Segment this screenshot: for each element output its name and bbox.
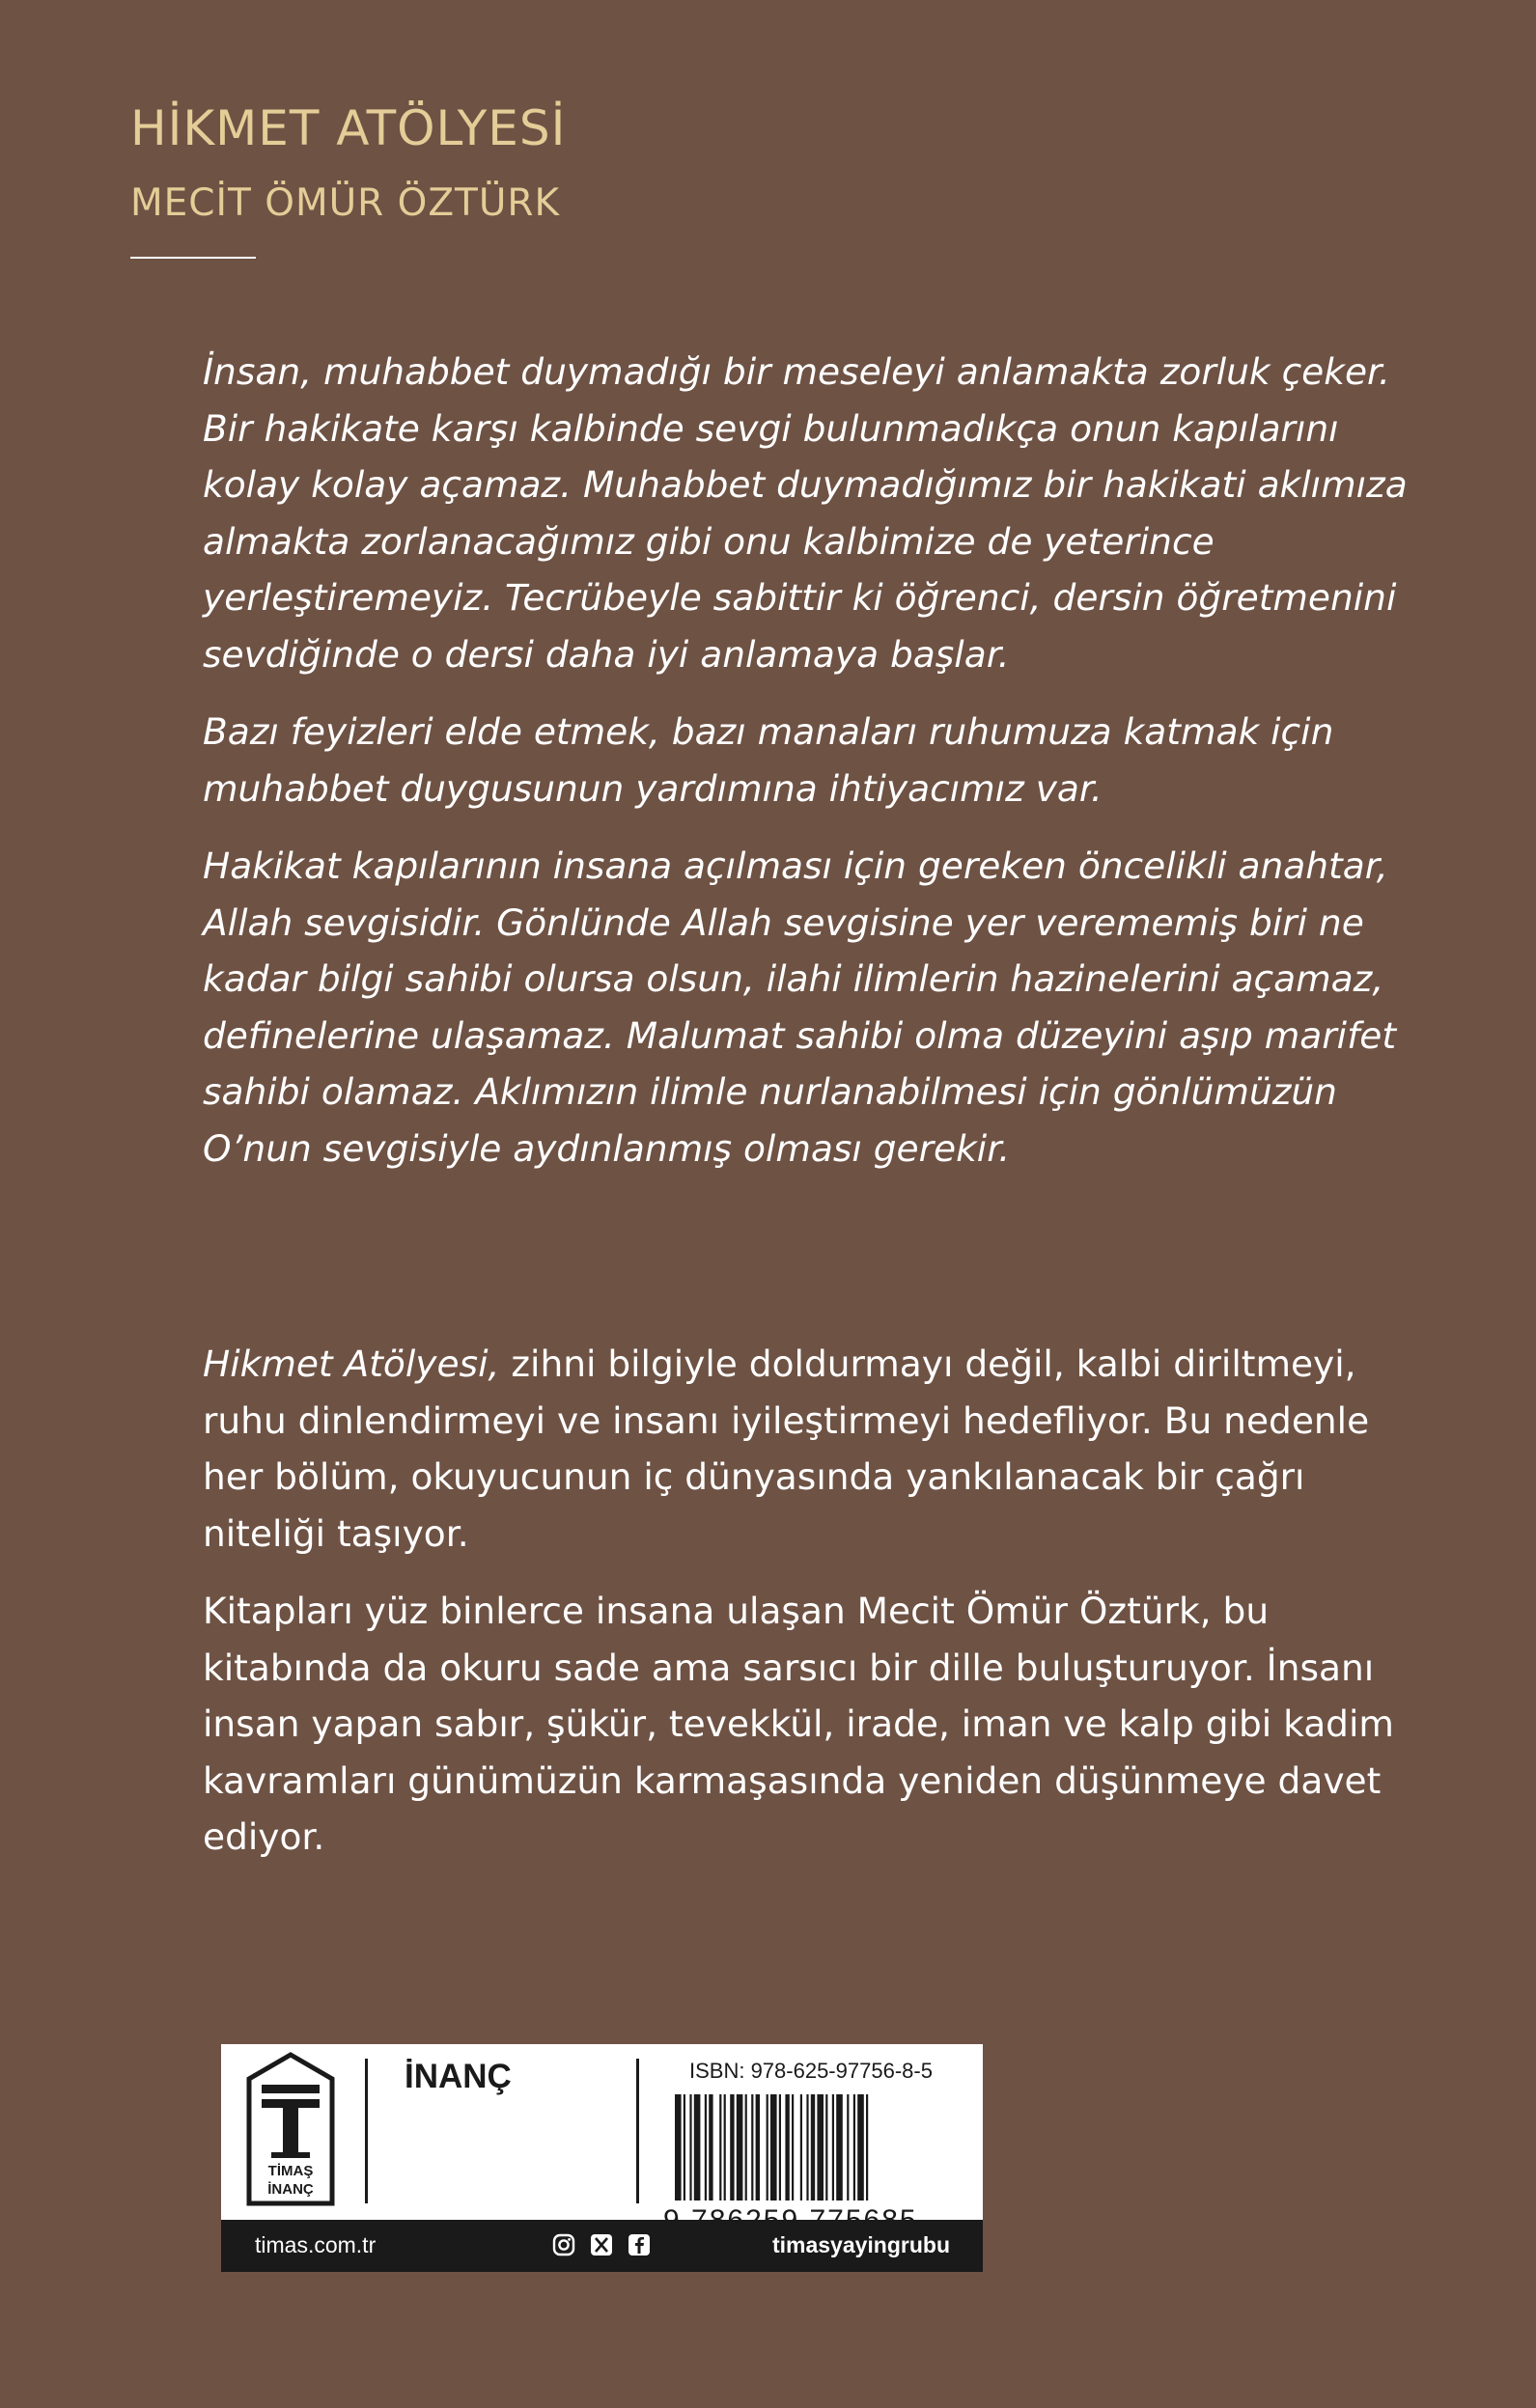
description-block bbox=[203, 1336, 1429, 1887]
facebook-icon[interactable] bbox=[628, 2233, 651, 2256]
description-paragraph: Kitapları yüz binlerce insana ulaşan Mecit Ömür Öztürk, bu kitabında da okuru sade ama sarsıcı bir dille buluşturuyor. İnsanı insan yapan sabır, şükür, tevekkül, irade, iman ve kalp gibi kadim kavramları günümüzün karmaşasında yeniden düşünmeye davet ediyor. bbox=[203, 1590, 1394, 1858]
book-title-inline: Hikmet Atölyesi, bbox=[203, 1342, 500, 1385]
logo-text-timas: TİMAŞ bbox=[267, 2163, 314, 2179]
divider-line bbox=[636, 2059, 639, 2203]
barcode-bar bbox=[694, 2094, 701, 2200]
barcode-bar bbox=[719, 2094, 721, 2200]
publisher-footer bbox=[221, 2044, 983, 2272]
website-link[interactable]: timas.com.tr bbox=[255, 2232, 377, 2257]
instagram-icon[interactable] bbox=[552, 2233, 575, 2256]
x-icon[interactable] bbox=[590, 2233, 613, 2256]
divider-line bbox=[365, 2059, 368, 2203]
description-text: zihni bilgiyle doldurmayı değil, kalbi diriltmeyi, ruhu dinlendirmeyi ve insanı iyileştirmeyi hedefliyor. Bu nedenle her bölüm, okuyucunun iç dünyasında yankılanacak bir çağrı niteliği taşıyor. bbox=[203, 1342, 1370, 1555]
logo-text-inanc: İNANÇ bbox=[267, 2181, 314, 2198]
barcode-bar bbox=[745, 2094, 747, 2200]
barcode-bar bbox=[866, 2094, 868, 2200]
barcode-bar bbox=[811, 2094, 815, 2200]
barcode-bar bbox=[767, 2094, 768, 2200]
barcode-bar bbox=[806, 2094, 808, 2200]
quote-paragraph: Bazı feyizleri elde etmek, bazı manaları ruhumuza katmak için muhabbet duygusunun yardımına ihtiyacımız var. bbox=[203, 710, 1334, 810]
barcode-bar bbox=[675, 2094, 682, 2200]
author-name: MECİT ÖMÜR ÖZTÜRK bbox=[130, 181, 561, 225]
social-icons bbox=[552, 2233, 660, 2258]
barcode-bar bbox=[724, 2094, 726, 2200]
barcode-bar bbox=[836, 2094, 843, 2200]
isbn-label: ISBN: 978-625-97756-8-5 bbox=[689, 2059, 933, 2083]
description-paragraph bbox=[203, 1336, 1429, 1562]
barcode-bar bbox=[825, 2094, 827, 2200]
barcode-bar bbox=[792, 2094, 794, 2200]
barcode bbox=[675, 2094, 964, 2200]
barcode-bar bbox=[737, 2094, 743, 2200]
barcode-bar bbox=[847, 2094, 849, 2200]
footer-bar bbox=[221, 2220, 983, 2272]
barcode-bar bbox=[756, 2094, 760, 2200]
title-divider bbox=[130, 257, 256, 259]
barcode-bar bbox=[705, 2094, 707, 2200]
barcode-bar bbox=[853, 2094, 855, 2200]
barcode-bar bbox=[751, 2094, 753, 2200]
quote-block bbox=[203, 344, 1429, 1198]
social-handle[interactable]: timasyayingrubu bbox=[771, 2232, 950, 2257]
barcode-bar bbox=[684, 2094, 685, 2200]
barcode-bar bbox=[730, 2094, 734, 2200]
barcode-bar bbox=[770, 2094, 777, 2200]
quote-paragraph: İnsan, muhabbet duymadığı bir meseleyi anlamakta zorluk çeker. Bir hakikate karşı kalbinde sevgi bulunmadıkça onun kapılarını kolay kolay açamaz. Muhabbet duymadığımız bir hakikati aklımıza almakta zorlanacağımız gibi onu kalbimize de yeterince yerleştiremeyiz. Tecrübeyle sabittir ki öğrenci, dersin öğretmenini sevdiğinde o dersi daha iyi anlamaya başlar. bbox=[203, 350, 1408, 676]
barcode-bar bbox=[817, 2094, 824, 2200]
imprint-name: İNANÇ bbox=[405, 2058, 512, 2095]
barcode-bar bbox=[785, 2094, 789, 2200]
barcode-bar bbox=[709, 2094, 712, 2200]
barcode-bar bbox=[779, 2094, 781, 2200]
quote-paragraph: Hakikat kapılarının insana açılması için gereken öncelikli anahtar, Allah sevgisidir. Gönlünde Allah sevgisine yer verememiş biri ne kadar bilgi sahibi olursa olsun, ilahi ilimlerin hazinelerini açamaz, definelerine ulaşamaz. Malumat sahibi olma düzeyini aşıp marifet sahibi olamaz. Aklımızın ilimle nurlanabilmesi için gönlümüzün O’nun sevgisiyle aydınlanmış olması gerekir. bbox=[203, 844, 1397, 1170]
barcode-bar bbox=[857, 2094, 864, 2200]
book-title: HİKMET ATÖLYESİ bbox=[130, 100, 567, 156]
barcode-bar bbox=[800, 2094, 802, 2200]
barcode-bar bbox=[832, 2094, 834, 2200]
publisher-logo bbox=[246, 2052, 335, 2206]
barcode-bar bbox=[689, 2094, 691, 2200]
